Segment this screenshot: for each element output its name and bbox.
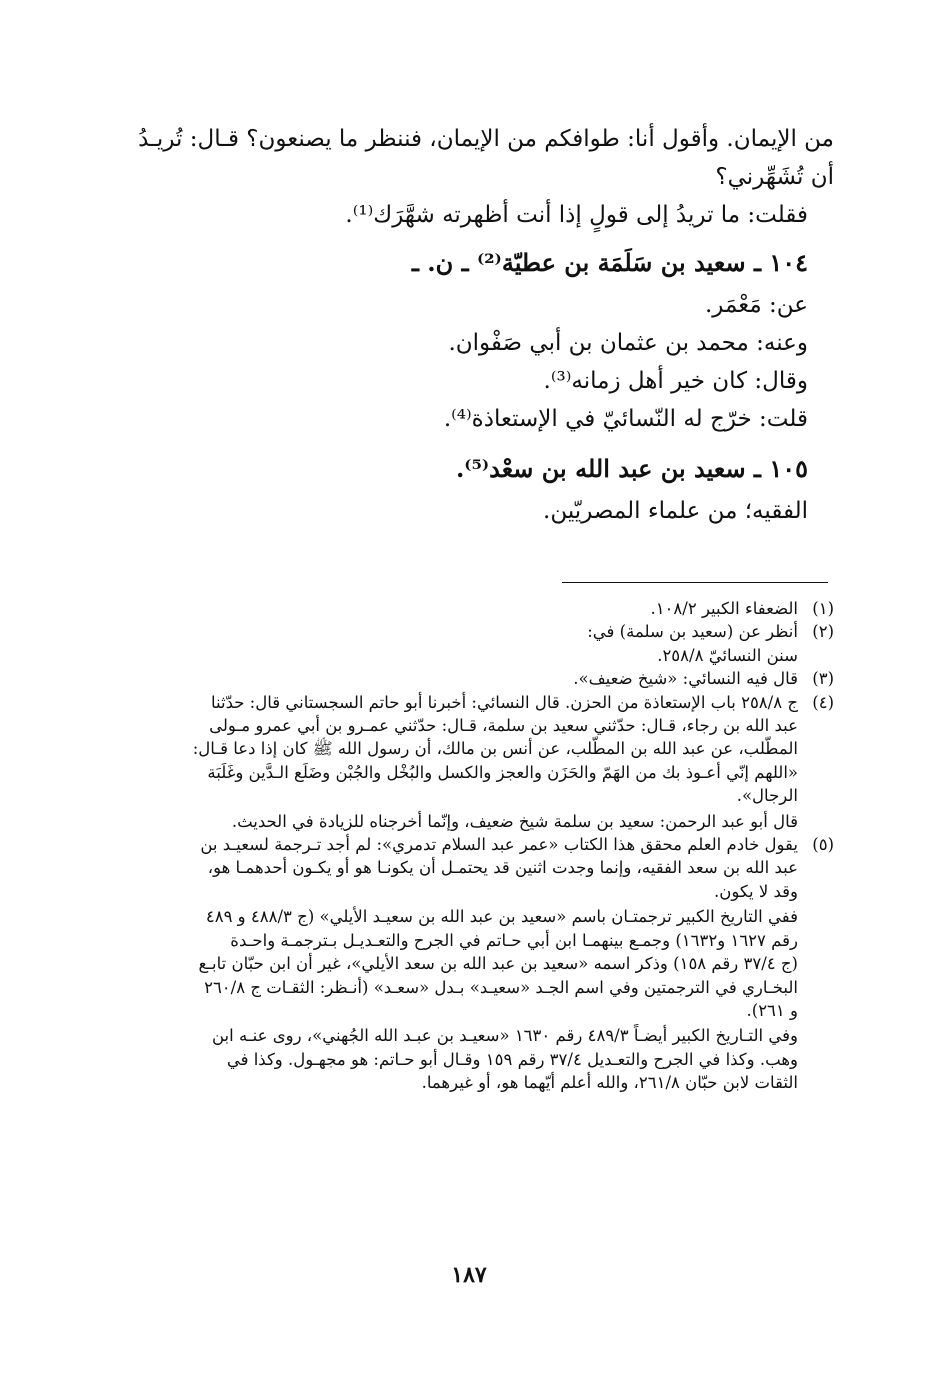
footnote-line: سنن النسائيّ ٢٥٨/٨. [657,645,798,665]
page-number: ١٨٧ [451,1262,487,1288]
footnote-1 [130,597,834,620]
footnote-line: عبد الله بن رجاء، قـال: حدّثني سعيد بن سلمة، قـال: حدّثني عمـرو بن أبي عمرو مـولى [209,716,798,736]
footnote-line: الثقات لابن حبّان ٢٦١/٨، والله أعلم أيّهما هو، أو غيرهما. [421,1073,798,1093]
footnote-line: وفي التـاريخ الكبير أيضـاً ٤٨٩/٣ رقم ١٦٣٠ «سعيـد بن عبـد الله الجُهني»، روى عنـه ابن [211,1026,798,1046]
footnote-4 [130,691,834,833]
footnote-line: الضعفاء الكبير ١٠٨/٢. [650,599,798,618]
entry-line: قلت: خرّج له النّسائيّ في الإستعاذة⁽⁴⁾. [443,406,808,432]
main-line: أن تُشَهِّرني؟ [715,164,834,190]
footnote-line: وهب. وكذا في الجرح والتعـديل ٣٧/٤ رقم ١٥٩ وقـال أبو حـاتم: هو مجهـول. وكذا في [226,1049,798,1069]
footnote-line: يقول خادم العلم محقق هذا الكتاب «عمر عبد السلام تدمري»: لم أجد تـرجمة لسعيـد بن [200,835,798,855]
footnote-5 [130,833,834,1094]
footnote-line: و ٢٦١). [746,1000,798,1020]
footnote-line: قال أبو عبد الرحمن: سعيد بن سلمة شيخ ضعيف، وإنّما أخرجناه للزيادة في الحديث. [231,811,798,831]
footnote-line: وقد لا يكون. [713,881,798,901]
footnotes [130,597,834,1095]
footnote-number: (٣) [812,669,834,689]
footnote-number: (١) [812,599,834,618]
entry-heading-104: ١٠٤ ـ سعيد بن سَلَمَة بن عطيّة⁽²⁾ ـ ن. ـ [411,248,808,277]
said-line: فقلت: ما تريدُ إلى قولٍ إذا أنت أظهرته شهَّرَك⁽¹⁾. [345,202,808,228]
footnote-line: المطّلب، عن عبد الله بن المطّلب، عن أنس بن مالك، أن رسول الله ﷺ كان إذا دعا قـال: [192,739,798,759]
footnote-line: (ج ٣٧/٤ رقم ١٥٨) وذكر اسمه «سعيد بن عبد الله بن سعد الأيلي»، غير أن ابن حبّان تابـع [198,954,798,974]
footnote-line: أنظر عن (سعيد بن سلمة) في: [587,622,798,642]
footnote-line: ففي التاريخ الكبير ترجمتـان باسم «سعيد بن عبد الله بن سعيـد الأيلي» (ج ٤٨٨/٣ و ٤٨٩ [205,907,798,927]
footnote-separator [562,582,828,583]
footnote-line: الرجال». [736,786,798,806]
entry-line: وعنه: محمد بن عثمان بن أبي صَفْوان. [448,330,808,356]
footnote-2 [130,620,834,667]
footnote-line: رقم ١٦٢٧ و١٦٣٢) وجمـع بينهمـا ابن أبي حـاتم في الجرح والتعـديـل بـترجمـة واحـدة [230,930,798,950]
main-text [134,120,834,530]
footnote-3 [130,667,834,690]
footnote-line: عبد الله بن سعد الفقيه، وإنما وجدت اثنين قد يحتمـل أن يكونـا هو أو يكـون أحدهمـا هو، [207,858,798,878]
footnote-number: (٥) [812,835,834,855]
footnote-number: (٤) [812,692,834,712]
footnote-number: (٢) [812,622,834,642]
entry-heading-105: ١٠٥ ـ سعيد بن عبد الله بن سعْد⁽⁵⁾. [455,454,808,483]
footnote-line: ج ٢٥٨/٨ باب الإستعاذة من الحزن. قال النسائي: أخبرنا أبو حاتم السجستاني قال: حدّثنا [210,692,798,712]
main-line: من الإيمان. وأقول أنا: طوافكم من الإيمان، فننظر ما يصنعون؟ قـال: تُريـدُ [138,126,834,152]
entry-line: وقال: كان خير أهل زمانه⁽³⁾. [543,368,808,394]
entry-line: الفقيه؛ من علماء المصريّين. [543,498,808,524]
entry-line: عن: مَعْمَر. [704,292,808,318]
footnote-line: البخـاري في الترجمتين وفي اسم الجـد «سعيـد» بـدل «سعـد» (أنـظر: الثقـات ج ٢٦٠/٨ [204,977,798,997]
footnote-line: «اللهم إنّي أعـوذ بك من الهَمّ والحَزَن والعجز والكسل والبُخْل والجُبْن وضَلَع الـدَّين وغَلَبَة [207,762,798,782]
footnote-line: قال فيه النسائي: «شيخ ضعيف». [573,669,798,689]
